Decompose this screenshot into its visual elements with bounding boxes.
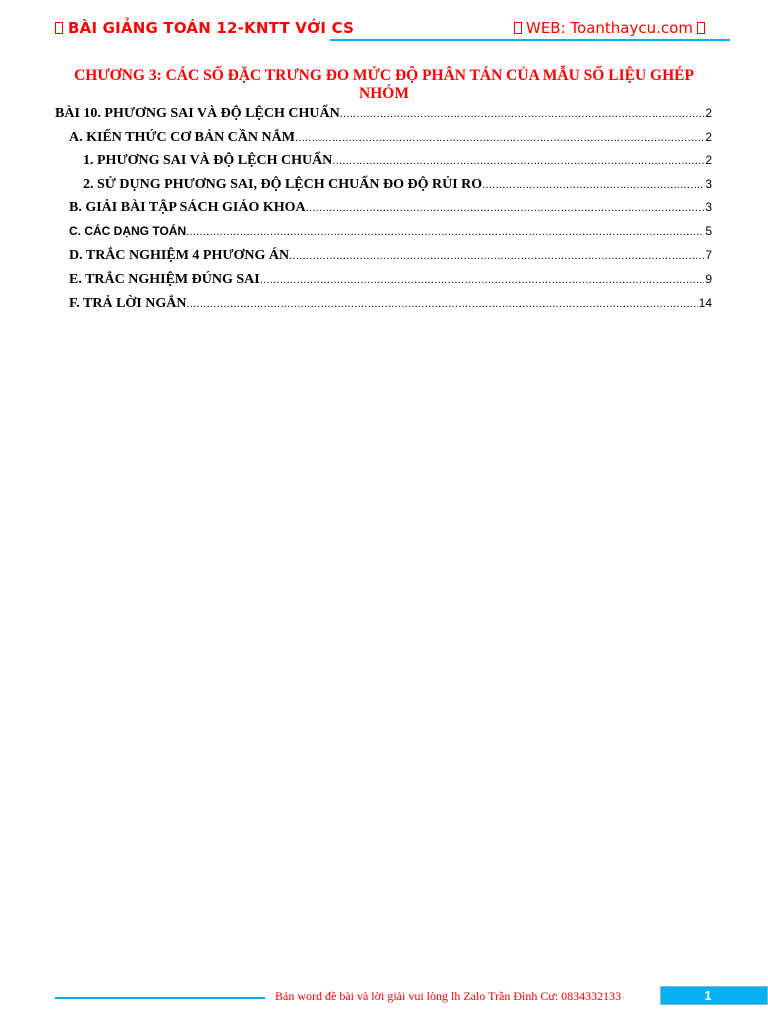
dot-leader: [295, 128, 704, 148]
dot-leader: [186, 222, 704, 242]
toc-entry-section-b[interactable]: [69, 197, 712, 217]
toc-entry-section-a[interactable]: [69, 127, 712, 147]
dot-leader: [482, 175, 704, 195]
toc-entry-label: B. GIẢI BÀI TẬP SÁCH GIÁO KHOA: [69, 200, 306, 215]
square-bullet-icon: [55, 22, 63, 34]
header-left: [55, 18, 354, 38]
page-number-badge: 1: [660, 986, 768, 1005]
toc-entry-page: 2: [705, 130, 712, 144]
footer-contact-note: Bản word đề bài và lời giải vui lòng lh Zalo Trần Đình Cư: 0834332133: [275, 989, 622, 1003]
toc-entry-section-e[interactable]: [69, 269, 712, 289]
toc-entry-page: 9: [705, 272, 712, 286]
toc-entry-page: 14: [698, 296, 712, 310]
toc-entry-page: 2: [705, 106, 712, 120]
toc-entry-section-f[interactable]: [69, 293, 712, 313]
square-bullet-icon: [697, 22, 705, 34]
square-bullet-icon: [514, 22, 522, 34]
header-website-label: WEB: Toanthaycu.com: [526, 19, 693, 37]
toc-entry-label: 2. SỬ DỤNG PHƯƠNG SAI, ĐỘ LỆCH CHUẨN ĐO ĐỘ RỦI RO: [83, 177, 483, 192]
header-divider: [330, 39, 730, 41]
dot-leader: [340, 104, 705, 124]
dot-leader: [332, 151, 704, 171]
toc-entry-label: E. TRẮC NGHIỆM ĐÚNG SAI: [69, 272, 260, 287]
toc-entry-page: 3: [705, 200, 712, 214]
toc-entry-label: F. TRẢ LỜI NGẮN: [69, 296, 187, 311]
footer-divider: [55, 997, 265, 999]
toc-entry-section-c[interactable]: [69, 221, 712, 241]
toc-entry-label: A. KIẾN THỨC CƠ BẢN CẦN NẮM: [69, 130, 295, 145]
toc-entry-page: 3: [705, 177, 712, 191]
toc-entry-page: 7: [705, 248, 712, 262]
toc-entry-subsection-1[interactable]: [83, 150, 712, 170]
header-course-title: BÀI GIẢNG TOÁN 12-KNTT VỚI CS: [68, 19, 355, 37]
toc-entry-label: D. TRẮC NGHIỆM 4 PHƯƠNG ÁN: [69, 248, 290, 263]
toc-entry-label: BÀI 10. PHƯƠNG SAI VÀ ĐỘ LỆCH CHUẨN: [55, 106, 340, 121]
dot-leader: [289, 246, 704, 266]
chapter-title: CHƯƠNG 3: CÁC SỐ ĐẶC TRƯNG ĐO MỨC ĐỘ PHÂN TÁN CỦA MẪU SỐ LIỆU GHÉP NHÓM: [74, 67, 694, 102]
header-right: [514, 18, 705, 38]
toc-entry-page: 5: [705, 224, 712, 238]
toc-entry-section-d[interactable]: [69, 245, 712, 265]
dot-leader: [260, 270, 705, 290]
toc-entry-subsection-2[interactable]: [83, 174, 712, 194]
toc-entry-label: C. CÁC DẠNG TOÁN: [69, 224, 187, 238]
toc-entry-lesson-10[interactable]: [55, 103, 712, 123]
toc-entry-label: 1. PHƯƠNG SAI VÀ ĐỘ LỆCH CHUẨN: [83, 153, 333, 168]
dot-leader: [186, 294, 697, 314]
toc-entry-page: 2: [705, 153, 712, 167]
dot-leader: [306, 198, 705, 218]
